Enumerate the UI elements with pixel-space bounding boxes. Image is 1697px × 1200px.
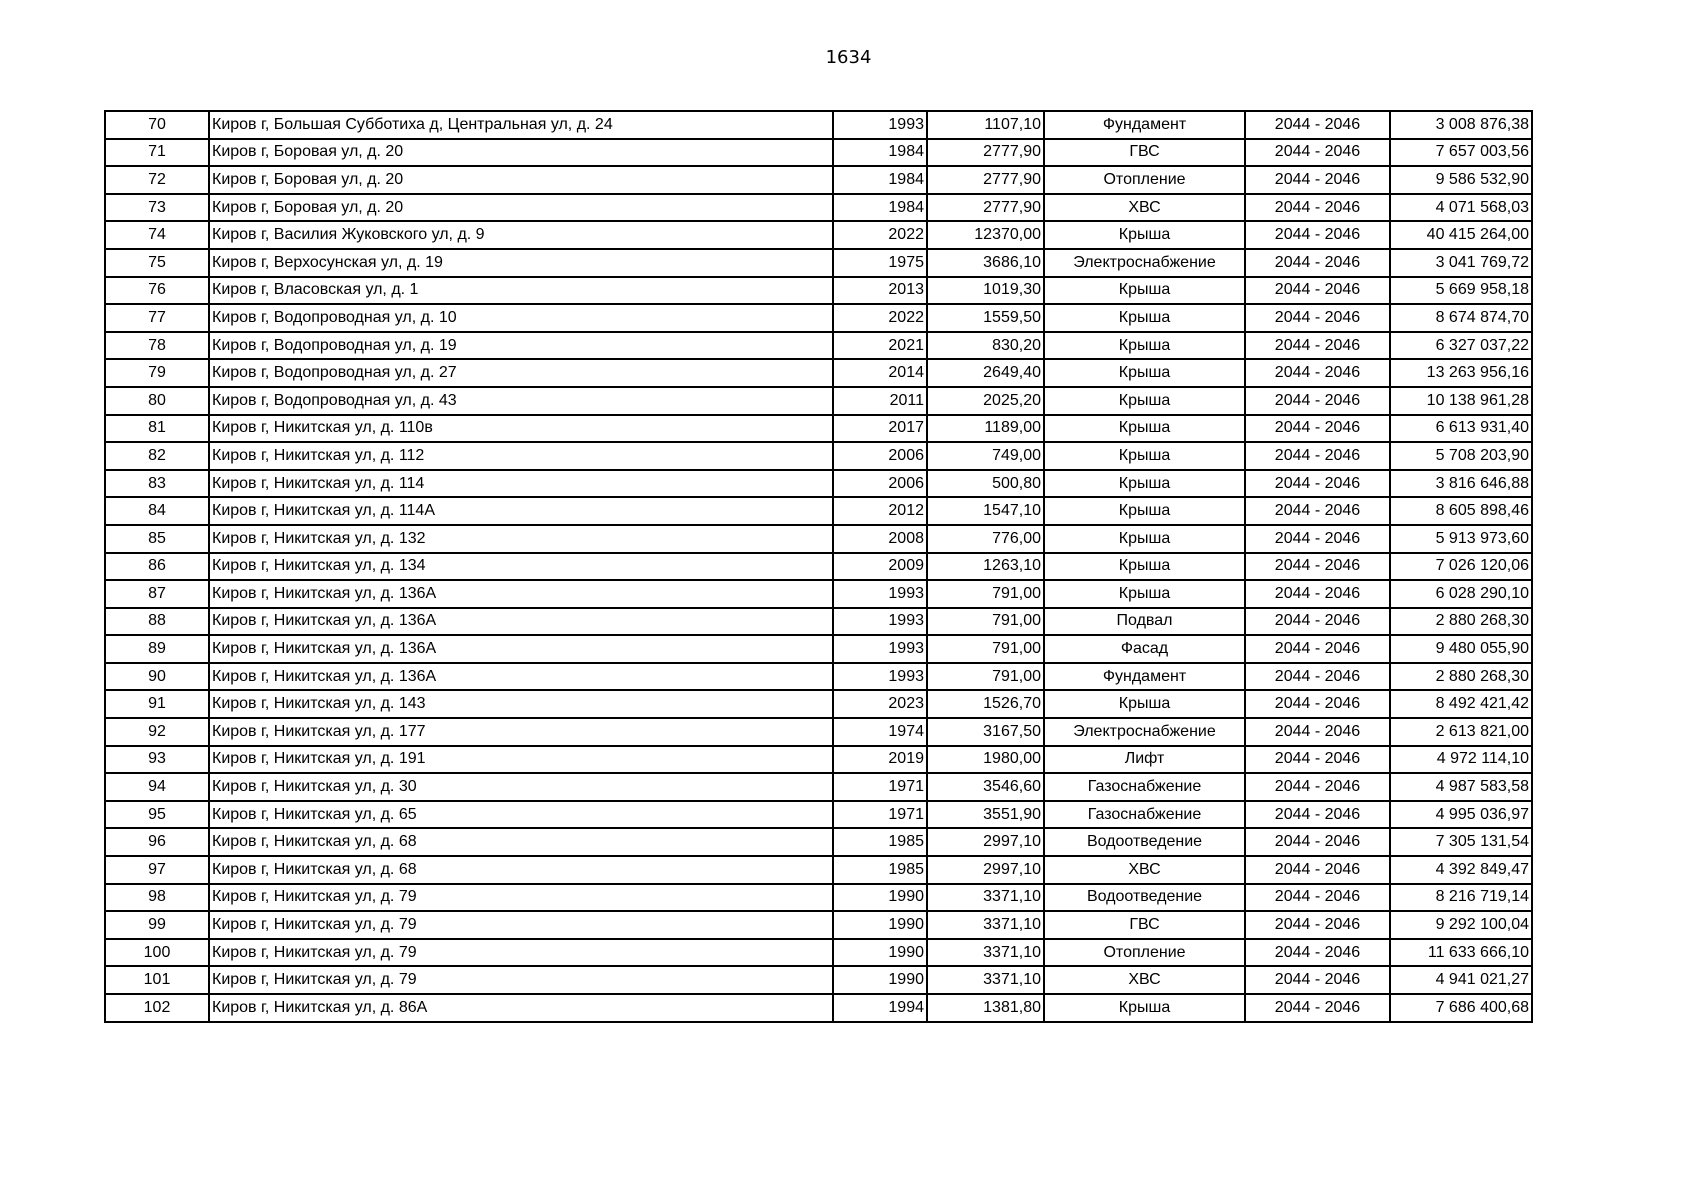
area-cell: 1263,10 — [927, 553, 1044, 581]
work-type-cell: Крыша — [1044, 580, 1245, 608]
table-row — [105, 194, 1532, 222]
cost-cell: 9 586 532,90 — [1390, 166, 1532, 194]
period-cell: 2044 - 2046 — [1245, 801, 1390, 829]
table-row — [105, 773, 1532, 801]
cost-cell: 6 327 037,22 — [1390, 332, 1532, 360]
work-type-cell: Отопление — [1044, 166, 1245, 194]
area-cell: 2997,10 — [927, 856, 1044, 884]
period-cell: 2044 - 2046 — [1245, 139, 1390, 167]
work-type-cell: Водоотведение — [1044, 884, 1245, 912]
area-cell: 791,00 — [927, 635, 1044, 663]
period-cell: 2044 - 2046 — [1245, 690, 1390, 718]
address-cell: Киров г, Никитская ул, д. 177 — [209, 718, 833, 746]
cost-cell: 6 613 931,40 — [1390, 415, 1532, 443]
period-cell: 2044 - 2046 — [1245, 332, 1390, 360]
area-cell: 2777,90 — [927, 194, 1044, 222]
address-cell: Киров г, Никитская ул, д. 79 — [209, 966, 833, 994]
period-cell: 2044 - 2046 — [1245, 635, 1390, 663]
year-cell: 1993 — [833, 580, 927, 608]
period-cell: 2044 - 2046 — [1245, 608, 1390, 636]
work-type-cell: Крыша — [1044, 304, 1245, 332]
address-cell: Киров г, Боровая ул, д. 20 — [209, 194, 833, 222]
page-number: 1634 — [825, 47, 872, 68]
year-cell: 2014 — [833, 359, 927, 387]
address-cell: Киров г, Никитская ул, д. 191 — [209, 746, 833, 774]
period-cell: 2044 - 2046 — [1245, 580, 1390, 608]
table-row — [105, 608, 1532, 636]
area-cell: 749,00 — [927, 442, 1044, 470]
table-row — [105, 746, 1532, 774]
area-cell: 3371,10 — [927, 939, 1044, 967]
period-cell: 2044 - 2046 — [1245, 497, 1390, 525]
row-number-cell: 78 — [105, 332, 209, 360]
cost-cell: 8 674 874,70 — [1390, 304, 1532, 332]
period-cell: 2044 - 2046 — [1245, 415, 1390, 443]
area-cell: 791,00 — [927, 608, 1044, 636]
work-type-cell: Фундамент — [1044, 663, 1245, 691]
cost-cell: 7 657 003,56 — [1390, 139, 1532, 167]
period-cell: 2044 - 2046 — [1245, 884, 1390, 912]
work-type-cell: Газоснабжение — [1044, 773, 1245, 801]
work-type-cell: Крыша — [1044, 497, 1245, 525]
cost-cell: 4 941 021,27 — [1390, 966, 1532, 994]
period-cell: 2044 - 2046 — [1245, 304, 1390, 332]
year-cell: 1994 — [833, 994, 927, 1022]
year-cell: 1993 — [833, 111, 927, 139]
work-type-cell: Фасад — [1044, 635, 1245, 663]
row-number-cell: 89 — [105, 635, 209, 663]
period-cell: 2044 - 2046 — [1245, 718, 1390, 746]
table-row — [105, 580, 1532, 608]
address-cell: Киров г, Никитская ул, д. 136А — [209, 608, 833, 636]
cost-cell: 5 913 973,60 — [1390, 525, 1532, 553]
row-number-cell: 101 — [105, 966, 209, 994]
cost-cell: 9 292 100,04 — [1390, 911, 1532, 939]
table-row — [105, 387, 1532, 415]
work-type-cell: Газоснабжение — [1044, 801, 1245, 829]
work-type-cell: Электроснабжение — [1044, 718, 1245, 746]
area-cell: 1019,30 — [927, 277, 1044, 305]
work-type-cell: Крыша — [1044, 415, 1245, 443]
table-row — [105, 801, 1532, 829]
year-cell: 2023 — [833, 690, 927, 718]
row-number-cell: 86 — [105, 553, 209, 581]
area-cell: 3371,10 — [927, 884, 1044, 912]
row-number-cell: 80 — [105, 387, 209, 415]
year-cell: 2017 — [833, 415, 927, 443]
table-row — [105, 911, 1532, 939]
year-cell: 2006 — [833, 470, 927, 498]
address-cell: Киров г, Никитская ул, д. 114 — [209, 470, 833, 498]
cost-cell: 5 669 958,18 — [1390, 277, 1532, 305]
year-cell: 1971 — [833, 773, 927, 801]
year-cell: 1993 — [833, 635, 927, 663]
address-cell: Киров г, Водопроводная ул, д. 19 — [209, 332, 833, 360]
cost-cell: 8 605 898,46 — [1390, 497, 1532, 525]
address-cell: Киров г, Боровая ул, д. 20 — [209, 139, 833, 167]
row-number-cell: 87 — [105, 580, 209, 608]
work-type-cell: Электроснабжение — [1044, 249, 1245, 277]
cost-cell: 2 880 268,30 — [1390, 663, 1532, 691]
year-cell: 2008 — [833, 525, 927, 553]
year-cell: 1975 — [833, 249, 927, 277]
row-number-cell: 74 — [105, 221, 209, 249]
year-cell: 1990 — [833, 911, 927, 939]
row-number-cell: 81 — [105, 415, 209, 443]
row-number-cell: 77 — [105, 304, 209, 332]
area-cell: 776,00 — [927, 525, 1044, 553]
table-row — [105, 470, 1532, 498]
year-cell: 1984 — [833, 194, 927, 222]
area-cell: 2025,20 — [927, 387, 1044, 415]
cost-cell: 3 008 876,38 — [1390, 111, 1532, 139]
year-cell: 2019 — [833, 746, 927, 774]
period-cell: 2044 - 2046 — [1245, 277, 1390, 305]
cost-cell: 3 041 769,72 — [1390, 249, 1532, 277]
table-row — [105, 359, 1532, 387]
address-cell: Киров г, Никитская ул, д. 134 — [209, 553, 833, 581]
cost-cell: 5 708 203,90 — [1390, 442, 1532, 470]
area-cell: 3167,50 — [927, 718, 1044, 746]
address-cell: Киров г, Большая Субботиха д, Центральная ул, д. 24 — [209, 111, 833, 139]
work-type-cell: Крыша — [1044, 994, 1245, 1022]
cost-cell: 8 492 421,42 — [1390, 690, 1532, 718]
table-row — [105, 415, 1532, 443]
work-type-cell: ХВС — [1044, 194, 1245, 222]
cost-cell: 2 880 268,30 — [1390, 608, 1532, 636]
address-cell: Киров г, Водопроводная ул, д. 43 — [209, 387, 833, 415]
year-cell: 2009 — [833, 553, 927, 581]
cost-cell: 4 995 036,97 — [1390, 801, 1532, 829]
cost-cell: 3 816 646,88 — [1390, 470, 1532, 498]
row-number-cell: 71 — [105, 139, 209, 167]
table-row — [105, 718, 1532, 746]
work-type-cell: Крыша — [1044, 277, 1245, 305]
period-cell: 2044 - 2046 — [1245, 249, 1390, 277]
year-cell: 1974 — [833, 718, 927, 746]
year-cell: 2012 — [833, 497, 927, 525]
area-cell: 2777,90 — [927, 166, 1044, 194]
year-cell: 2022 — [833, 304, 927, 332]
work-type-cell: Крыша — [1044, 332, 1245, 360]
row-number-cell: 97 — [105, 856, 209, 884]
address-cell: Киров г, Никитская ул, д. 136А — [209, 580, 833, 608]
row-number-cell: 70 — [105, 111, 209, 139]
row-number-cell: 100 — [105, 939, 209, 967]
work-type-cell: Крыша — [1044, 525, 1245, 553]
table-row — [105, 663, 1532, 691]
address-cell: Киров г, Верхосунская ул, д. 19 — [209, 249, 833, 277]
area-cell: 3371,10 — [927, 966, 1044, 994]
work-type-cell: Крыша — [1044, 221, 1245, 249]
table-row — [105, 635, 1532, 663]
area-cell: 3551,90 — [927, 801, 1044, 829]
year-cell: 1993 — [833, 663, 927, 691]
area-cell: 1526,70 — [927, 690, 1044, 718]
period-cell: 2044 - 2046 — [1245, 663, 1390, 691]
work-type-cell: Фундамент — [1044, 111, 1245, 139]
cost-cell: 7 305 131,54 — [1390, 828, 1532, 856]
address-cell: Киров г, Никитская ул, д. 112 — [209, 442, 833, 470]
row-number-cell: 73 — [105, 194, 209, 222]
period-cell: 2044 - 2046 — [1245, 470, 1390, 498]
period-cell: 2044 - 2046 — [1245, 746, 1390, 774]
row-number-cell: 95 — [105, 801, 209, 829]
table-row — [105, 304, 1532, 332]
period-cell: 2044 - 2046 — [1245, 994, 1390, 1022]
period-cell: 2044 - 2046 — [1245, 773, 1390, 801]
row-number-cell: 82 — [105, 442, 209, 470]
address-cell: Киров г, Водопроводная ул, д. 27 — [209, 359, 833, 387]
table-row — [105, 497, 1532, 525]
period-cell: 2044 - 2046 — [1245, 828, 1390, 856]
period-cell: 2044 - 2046 — [1245, 442, 1390, 470]
period-cell: 2044 - 2046 — [1245, 221, 1390, 249]
area-cell: 830,20 — [927, 332, 1044, 360]
year-cell: 2021 — [833, 332, 927, 360]
table-row — [105, 166, 1532, 194]
table-row — [105, 221, 1532, 249]
address-cell: Киров г, Никитская ул, д. 79 — [209, 939, 833, 967]
cost-cell: 4 071 568,03 — [1390, 194, 1532, 222]
row-number-cell: 85 — [105, 525, 209, 553]
area-cell: 3546,60 — [927, 773, 1044, 801]
row-number-cell: 92 — [105, 718, 209, 746]
table-row — [105, 994, 1532, 1022]
row-number-cell: 90 — [105, 663, 209, 691]
period-cell: 2044 - 2046 — [1245, 166, 1390, 194]
table-row — [105, 442, 1532, 470]
address-cell: Киров г, Никитская ул, д. 68 — [209, 856, 833, 884]
repair-schedule-table — [104, 110, 1533, 1023]
cost-cell: 13 263 956,16 — [1390, 359, 1532, 387]
year-cell: 2006 — [833, 442, 927, 470]
year-cell: 1984 — [833, 139, 927, 167]
area-cell: 2777,90 — [927, 139, 1044, 167]
work-type-cell: ГВС — [1044, 911, 1245, 939]
row-number-cell: 76 — [105, 277, 209, 305]
year-cell: 1984 — [833, 166, 927, 194]
year-cell: 2013 — [833, 277, 927, 305]
row-number-cell: 99 — [105, 911, 209, 939]
area-cell: 500,80 — [927, 470, 1044, 498]
year-cell: 1985 — [833, 856, 927, 884]
work-type-cell: Водоотведение — [1044, 828, 1245, 856]
area-cell: 1107,10 — [927, 111, 1044, 139]
year-cell: 1985 — [833, 828, 927, 856]
work-type-cell: Крыша — [1044, 690, 1245, 718]
table-row — [105, 249, 1532, 277]
cost-cell: 4 392 849,47 — [1390, 856, 1532, 884]
area-cell: 2649,40 — [927, 359, 1044, 387]
area-cell: 2997,10 — [927, 828, 1044, 856]
address-cell: Киров г, Никитская ул, д. 114А — [209, 497, 833, 525]
cost-cell: 11 633 666,10 — [1390, 939, 1532, 967]
table-row — [105, 139, 1532, 167]
area-cell: 1980,00 — [927, 746, 1044, 774]
area-cell: 791,00 — [927, 580, 1044, 608]
address-cell: Киров г, Никитская ул, д. 68 — [209, 828, 833, 856]
work-type-cell: Крыша — [1044, 359, 1245, 387]
cost-cell: 4 972 114,10 — [1390, 746, 1532, 774]
period-cell: 2044 - 2046 — [1245, 359, 1390, 387]
address-cell: Киров г, Никитская ул, д. 136А — [209, 635, 833, 663]
table-row — [105, 939, 1532, 967]
work-type-cell: Отопление — [1044, 939, 1245, 967]
period-cell: 2044 - 2046 — [1245, 387, 1390, 415]
work-type-cell: ХВС — [1044, 966, 1245, 994]
period-cell: 2044 - 2046 — [1245, 525, 1390, 553]
row-number-cell: 75 — [105, 249, 209, 277]
address-cell: Киров г, Никитская ул, д. 65 — [209, 801, 833, 829]
work-type-cell: ГВС — [1044, 139, 1245, 167]
address-cell: Киров г, Василия Жуковского ул, д. 9 — [209, 221, 833, 249]
table-row — [105, 690, 1532, 718]
year-cell: 1971 — [833, 801, 927, 829]
year-cell: 2011 — [833, 387, 927, 415]
work-type-cell: ХВС — [1044, 856, 1245, 884]
row-number-cell: 93 — [105, 746, 209, 774]
table-row — [105, 553, 1532, 581]
period-cell: 2044 - 2046 — [1245, 553, 1390, 581]
work-type-cell: Крыша — [1044, 442, 1245, 470]
row-number-cell: 79 — [105, 359, 209, 387]
cost-cell: 7 686 400,68 — [1390, 994, 1532, 1022]
table-row — [105, 277, 1532, 305]
address-cell: Киров г, Никитская ул, д. 132 — [209, 525, 833, 553]
area-cell: 1189,00 — [927, 415, 1044, 443]
area-cell: 1559,50 — [927, 304, 1044, 332]
table-row — [105, 332, 1532, 360]
row-number-cell: 84 — [105, 497, 209, 525]
year-cell: 1993 — [833, 608, 927, 636]
address-cell: Киров г, Боровая ул, д. 20 — [209, 166, 833, 194]
cost-cell: 9 480 055,90 — [1390, 635, 1532, 663]
period-cell: 2044 - 2046 — [1245, 111, 1390, 139]
address-cell: Киров г, Никитская ул, д. 79 — [209, 884, 833, 912]
row-number-cell: 98 — [105, 884, 209, 912]
cost-cell: 2 613 821,00 — [1390, 718, 1532, 746]
row-number-cell: 94 — [105, 773, 209, 801]
address-cell: Киров г, Никитская ул, д. 86А — [209, 994, 833, 1022]
cost-cell: 40 415 264,00 — [1390, 221, 1532, 249]
cost-cell: 8 216 719,14 — [1390, 884, 1532, 912]
table-row — [105, 884, 1532, 912]
area-cell: 3686,10 — [927, 249, 1044, 277]
period-cell: 2044 - 2046 — [1245, 966, 1390, 994]
area-cell: 791,00 — [927, 663, 1044, 691]
row-number-cell: 96 — [105, 828, 209, 856]
address-cell: Киров г, Никитская ул, д. 143 — [209, 690, 833, 718]
year-cell: 2022 — [833, 221, 927, 249]
year-cell: 1990 — [833, 939, 927, 967]
address-cell: Киров г, Власовская ул, д. 1 — [209, 277, 833, 305]
work-type-cell: Крыша — [1044, 470, 1245, 498]
period-cell: 2044 - 2046 — [1245, 856, 1390, 884]
period-cell: 2044 - 2046 — [1245, 939, 1390, 967]
cost-cell: 6 028 290,10 — [1390, 580, 1532, 608]
work-type-cell: Крыша — [1044, 553, 1245, 581]
address-cell: Киров г, Никитская ул, д. 30 — [209, 773, 833, 801]
table-body — [105, 111, 1532, 1022]
table-row — [105, 525, 1532, 553]
area-cell: 3371,10 — [927, 911, 1044, 939]
table-row — [105, 856, 1532, 884]
address-cell: Киров г, Водопроводная ул, д. 10 — [209, 304, 833, 332]
period-cell: 2044 - 2046 — [1245, 194, 1390, 222]
row-number-cell: 83 — [105, 470, 209, 498]
work-type-cell: Крыша — [1044, 387, 1245, 415]
row-number-cell: 102 — [105, 994, 209, 1022]
work-type-cell: Подвал — [1044, 608, 1245, 636]
cost-cell: 4 987 583,58 — [1390, 773, 1532, 801]
year-cell: 1990 — [833, 884, 927, 912]
table-row — [105, 966, 1532, 994]
table-row — [105, 828, 1532, 856]
address-cell: Киров г, Никитская ул, д. 136А — [209, 663, 833, 691]
cost-cell: 7 026 120,06 — [1390, 553, 1532, 581]
area-cell: 1547,10 — [927, 497, 1044, 525]
address-cell: Киров г, Никитская ул, д. 79 — [209, 911, 833, 939]
period-cell: 2044 - 2046 — [1245, 911, 1390, 939]
row-number-cell: 91 — [105, 690, 209, 718]
table-row — [105, 111, 1532, 139]
row-number-cell: 72 — [105, 166, 209, 194]
area-cell: 12370,00 — [927, 221, 1044, 249]
work-type-cell: Лифт — [1044, 746, 1245, 774]
address-cell: Киров г, Никитская ул, д. 110в — [209, 415, 833, 443]
area-cell: 1381,80 — [927, 994, 1044, 1022]
cost-cell: 10 138 961,28 — [1390, 387, 1532, 415]
row-number-cell: 88 — [105, 608, 209, 636]
year-cell: 1990 — [833, 966, 927, 994]
